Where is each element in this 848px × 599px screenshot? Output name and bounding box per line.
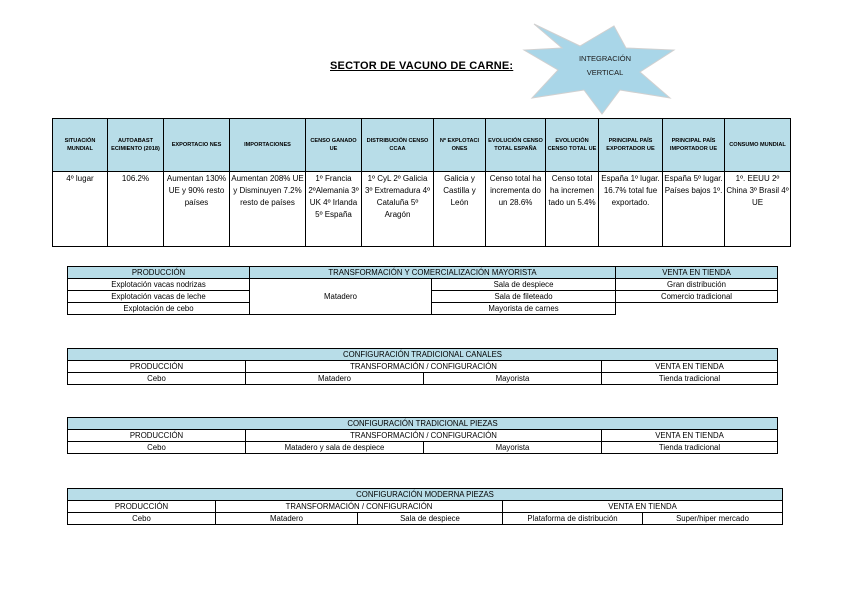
cell-exportaciones: Aumentan 130% UE y 90% resto países xyxy=(164,172,230,247)
cell-censo-ue: 1º Francia 2ºAlemania 3º UK 4º Irlanda 5º España xyxy=(306,172,362,247)
chain-empty-cell xyxy=(616,303,778,315)
chain-header-produccion: PRODUCCIÓN xyxy=(68,267,250,279)
header-situacion: SITUACIÓN MUNDIAL xyxy=(53,119,108,172)
cell-exportador-ue: España 1º lugar. 16.7% total fue exportado. xyxy=(599,172,663,247)
header-importador-ue: PRINCIPAL PAÍS IMPORTADOR UE xyxy=(663,119,725,172)
header-exportaciones: EXPORTACIO NES xyxy=(164,119,230,172)
chain-slaughter: Matadero xyxy=(250,279,432,315)
piezas-title: CONFIGURACIÓN TRADICIONAL PIEZAS xyxy=(68,418,778,430)
canales-header-venta: VENTA EN TIENDA xyxy=(602,361,778,373)
moderna-cell: Super/hiper mercado xyxy=(643,513,783,525)
chain-production-item: Explotación vacas de leche xyxy=(68,291,250,303)
moderna-table xyxy=(67,488,783,525)
piezas-cell: Matadero y sala de despiece xyxy=(246,442,424,454)
cell-consumo-mundial: 1º. EEUU 2º China 3º Brasil 4º UE xyxy=(725,172,791,247)
header-evolucion-espana: EVOLUCIÓN CENSO TOTAL ESPAÑA xyxy=(486,119,546,172)
piezas-table xyxy=(67,417,778,454)
chain-retail-item: Gran distribución xyxy=(616,279,778,291)
piezas-cell: Tienda tradicional xyxy=(602,442,778,454)
cell-situacion: 4º lugar xyxy=(53,172,108,247)
summary-table xyxy=(52,118,791,247)
canales-header-produccion: PRODUCCIÓN xyxy=(68,361,246,373)
header-distribucion-ccaa: DISTRIBUCIÓN CENSO CCAA xyxy=(362,119,434,172)
canales-table xyxy=(67,348,778,385)
chain-header-transformacion: TRANSFORMACIÓN Y COMERCIALIZACIÓN MAYORISTA xyxy=(250,267,616,279)
chain-wholesale-item: Sala de despiece xyxy=(432,279,616,291)
moderna-header-produccion: PRODUCCIÓN xyxy=(68,501,216,513)
header-exportador-ue: PRINCIPAL PAÍS EXPORTADOR UE xyxy=(599,119,663,172)
moderna-cell: Sala de despiece xyxy=(358,513,503,525)
value-chain-table xyxy=(67,266,778,315)
cell-importaciones: Aumentan 208% UE y Disminuyen 7.2% resto de países xyxy=(230,172,306,247)
chain-header-venta: VENTA EN TIENDA xyxy=(616,267,778,279)
cell-explotaciones: Galicia y Castilla y León xyxy=(434,172,486,247)
piezas-cell: Cebo xyxy=(68,442,246,454)
moderna-cell: Plataforma de distribución xyxy=(503,513,643,525)
piezas-header-venta: VENTA EN TIENDA xyxy=(602,430,778,442)
moderna-cell: Cebo xyxy=(68,513,216,525)
piezas-header-transformacion: TRANSFORMACIÓN / CONFIGURACIÓN xyxy=(246,430,602,442)
canales-cell: Cebo xyxy=(68,373,246,385)
cell-autoabastecimiento: 106.2% xyxy=(108,172,164,247)
canales-cell: Matadero xyxy=(246,373,424,385)
chain-production-item: Explotación de cebo xyxy=(68,303,250,315)
canales-cell: Mayorista xyxy=(424,373,602,385)
integration-badge-label: INTEGRACIÓN VERTICAL xyxy=(578,54,632,77)
header-censo-ue: CENSO GANADO UE xyxy=(306,119,362,172)
header-explotaciones: Nº EXPLOTACI ONES xyxy=(434,119,486,172)
cell-importador-ue: España 5º lugar. Países bajos 1º. xyxy=(663,172,725,247)
page-title: SECTOR DE VACUNO DE CARNE: xyxy=(330,60,514,72)
summary-header-row xyxy=(53,119,791,172)
summary-data-row xyxy=(53,172,791,247)
canales-cell: Tienda tradicional xyxy=(602,373,778,385)
piezas-header-produccion: PRODUCCIÓN xyxy=(68,430,246,442)
moderna-header-venta: VENTA EN TIENDA xyxy=(503,501,783,513)
cell-distribucion-ccaa: 1º CyL 2º Galicia 3º Extremadura 4º Cataluña 5º Aragón xyxy=(362,172,434,247)
header-importaciones: IMPORTACIONES xyxy=(230,119,306,172)
header-consumo-mundial: CONSUMO MUNDIAL xyxy=(725,119,791,172)
moderna-cell: Matadero xyxy=(216,513,358,525)
cell-evolucion-espana: Censo total ha incrementa do un 28.6% xyxy=(486,172,546,247)
chain-retail-item: Comercio tradicional xyxy=(616,291,778,303)
canales-header-transformacion: TRANSFORMACIÓN / CONFIGURACIÓN xyxy=(246,361,602,373)
header-autoabastecimiento: AUTOABAST ECIMIENTO (2018) xyxy=(108,119,164,172)
header-evolucion-ue: EVOLUCIÓN CENSO TOTAL UE xyxy=(546,119,599,172)
chain-wholesale-item: Sala de fileteado xyxy=(432,291,616,303)
chain-production-item: Explotación vacas nodrizas xyxy=(68,279,250,291)
cell-evolucion-ue: Censo total ha incremen tado un 5.4% xyxy=(546,172,599,247)
chain-wholesale-item: Mayorista de carnes xyxy=(432,303,616,315)
moderna-title: CONFIGURACIÓN MODERNA PIEZAS xyxy=(68,489,783,501)
piezas-cell: Mayorista xyxy=(424,442,602,454)
moderna-header-transformacion: TRANSFORMACIÓN / CONFIGURACIÓN xyxy=(216,501,503,513)
canales-title: CONFIGURACIÓN TRADICIONAL CANALES xyxy=(68,349,778,361)
